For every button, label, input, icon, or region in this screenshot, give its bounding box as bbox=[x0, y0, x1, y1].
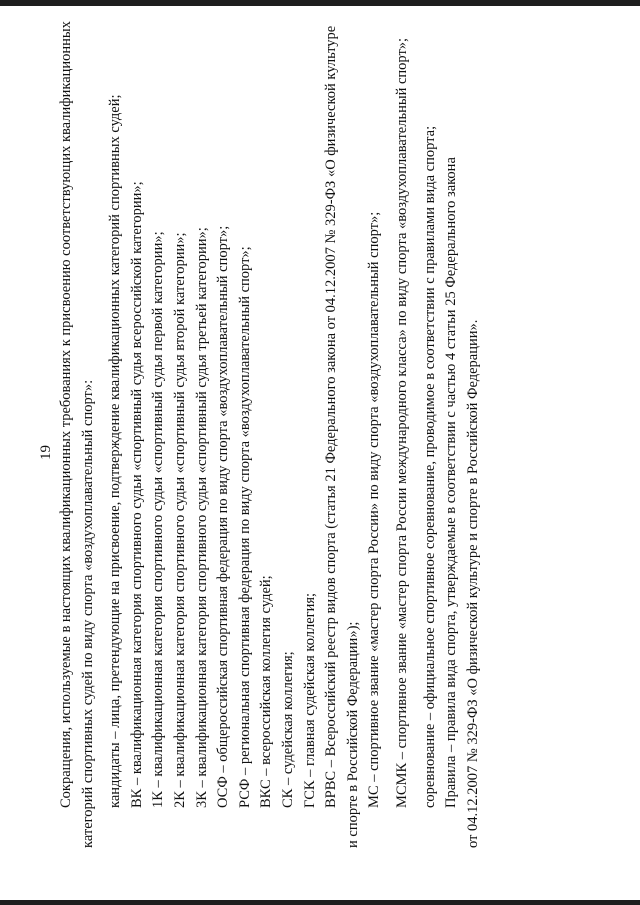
definition-1k bbox=[148, 28, 170, 848]
definition-competition bbox=[420, 28, 442, 848]
definition-osf bbox=[213, 28, 235, 848]
definition-3k bbox=[192, 28, 214, 848]
scan-bottom-edge bbox=[0, 900, 640, 905]
definition-candidates bbox=[105, 28, 127, 848]
text-line: СК – судейская коллегия; bbox=[279, 651, 296, 808]
definition-2k bbox=[170, 28, 192, 848]
text-line: и спорте в Российской Федерации»); bbox=[344, 621, 361, 848]
text-line: кандидаты – лица, претендующие на присвоение, подтверждение квалификационных категорий спортивных судей; bbox=[107, 94, 124, 808]
text-line: ГСК – главная судейская коллегия; bbox=[301, 592, 318, 808]
definition-ms bbox=[364, 28, 386, 848]
text-line: РСФ – региональная спортивная федерация по виду спорта «воздухоплавательный спорт»; bbox=[236, 246, 253, 808]
definition-gsk bbox=[300, 28, 322, 848]
text-line: ВКС – всероссийская коллегия судей; bbox=[258, 575, 275, 808]
text-line: категорий спортивных судей по виду спорта «воздухоплавательный спорт»: bbox=[79, 379, 96, 848]
text-line: 3К – квалификационная категория спортивного судьи «спортивный судья третьей категории»; bbox=[193, 227, 210, 808]
text-line: от 04.12.2007 № 329-ФЗ «О физической культуре и спорте в Российской Федерации». bbox=[464, 319, 481, 848]
page-number: 19 bbox=[38, 445, 54, 460]
text-line: ВРВС – Всероссийский реестр видов спорта (статья 21 Федерального закона от 04.12.2007 № 329-ФЗ «О физической культуре bbox=[323, 25, 340, 808]
text-line: 2К – квалификационная категория спортивного судьи «спортивный судья второй категории»; bbox=[171, 232, 188, 808]
text-line: ОСФ – общероссийская спортивная федерация по виду спорта «воздухоплавательный спорт»; bbox=[215, 225, 232, 808]
definition-msmk bbox=[392, 28, 414, 848]
text-line: МСМК – спортивное звание «мастер спорта России международного класса» по виду спорта «воздухоплавательный спорт»; bbox=[393, 37, 410, 808]
definition-rules bbox=[441, 28, 484, 848]
text-line: 1К – квалификационная категория спортивного судьи «спортивный судья первой категории»; bbox=[150, 231, 167, 808]
text-line: Правила – правила вида спорта, утверждаемые в соответствии с частью 4 статьи 25 Федерального закона bbox=[443, 157, 460, 808]
text-line: соревнование – официальное спортивное соревнование, проводимое в соответствии с правилами вида спорта; bbox=[421, 125, 438, 808]
definition-rsf bbox=[235, 28, 257, 848]
text-line: ВК – квалификационная категория спортивного судьи «спортивный судья всероссийской категории»; bbox=[128, 181, 145, 808]
text-line: Сокращения, используемые в настоящих квалификационных требованиях к присвоению соответствующих квалификационных bbox=[58, 21, 74, 808]
text-line: МС – спортивное звание «мастер спорта России» по виду спорта «воздухоплавательный спорт»; bbox=[366, 211, 383, 808]
definition-vks bbox=[256, 28, 278, 848]
definition-vk bbox=[127, 28, 149, 848]
abbreviations-section bbox=[56, 21, 484, 848]
definition-vrvs bbox=[321, 25, 364, 848]
intro-paragraph bbox=[56, 21, 99, 848]
definition-sk bbox=[278, 28, 300, 848]
